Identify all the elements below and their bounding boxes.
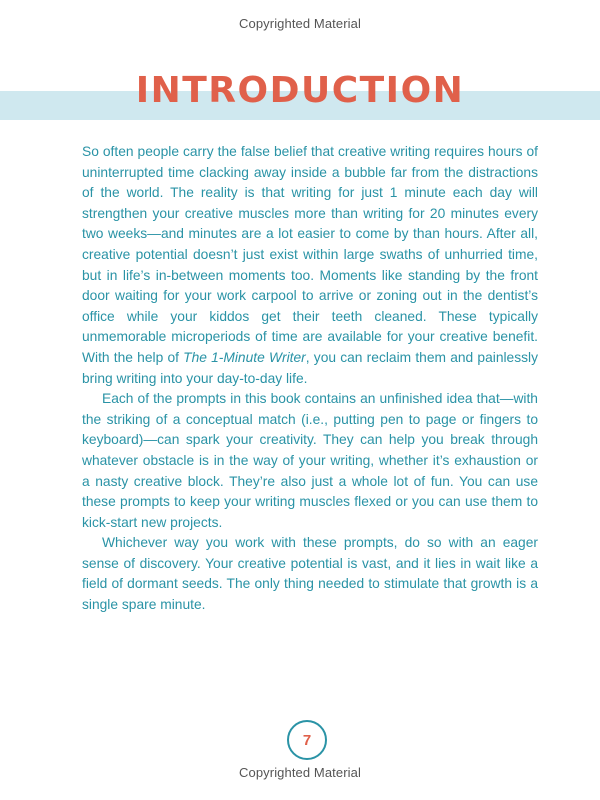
book-title-italic: The 1-Minute Writer	[183, 349, 306, 365]
page-number-label: 7	[302, 731, 312, 749]
body-text	[82, 142, 538, 616]
paragraph-1-text-a: So often people carry the false belief that creative writing requires hours of uninterrupted time clacking away inside a bubble far from the distractions of the world. The reality is that writing for just 1 minute each day will strengthen your creative muscles more than writing for 20 minutes every two weeks—and minutes are a lot easier to come by than hours. After all, creative potential doesn’t just exist within large swaths of unhurried time, but in life’s in-between moments too. Moments like standing by the front door waiting for your work carpool to arrive or zoning out in the dentist’s office while your kiddos get their teeth cleaned. These typically unmemorable microperiods of time are available for your creative benefit. With the help of	[82, 144, 538, 365]
paragraph-1	[82, 142, 538, 389]
watermark-top: Copyrighted Material	[239, 16, 361, 31]
page-number	[287, 720, 327, 760]
paragraph-1-text-b: , you can reclaim them and painlessly bring writing into your day-to-day life.	[82, 349, 538, 386]
paragraph-3: Whichever way you work with these prompts, do so with an eager sense of discovery. Your creative potential is vast, and it lies in wait like a field of dormant seeds. The only thing needed to stimulate that growth is a single spare minute.	[82, 535, 538, 613]
watermark-bottom: Copyrighted Material	[239, 765, 361, 780]
paragraph-2: Each of the prompts in this book contains an unfinished idea that—with the striking of a conceptual match (i.e., putting pen to page or fingers to keyboard)—can spark your creativity. They can help you break through whatever obstacle is in the way of your writing, whether it’s exhaustion or a nasty creative block. They’re also just a whole lot of fun. You can use these prompts to keep your writing muscles flexed or you can use them to kick-start new projects.	[82, 391, 538, 530]
chapter-title: INTRODUCTION	[135, 70, 465, 111]
